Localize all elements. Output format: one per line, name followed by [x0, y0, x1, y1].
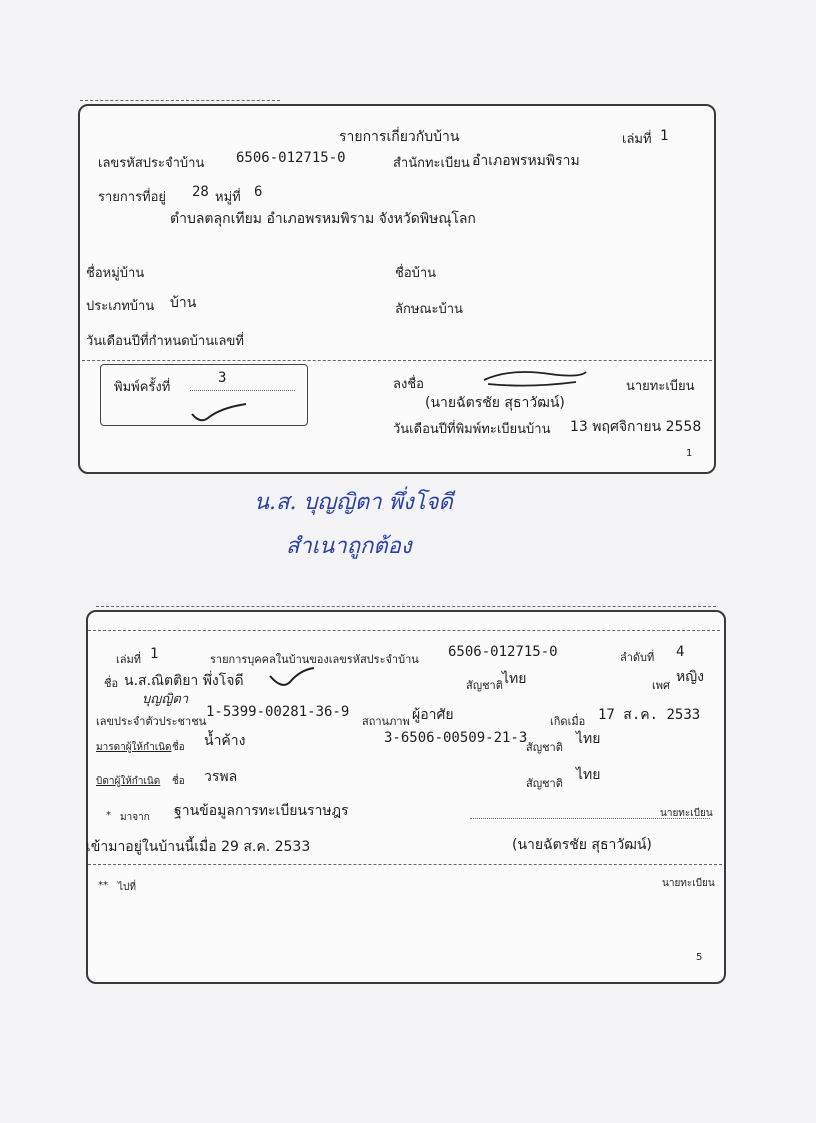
- card2-book-number: 1: [150, 646, 159, 662]
- mother-nationality-label: สัญชาติ: [526, 741, 563, 754]
- name-check-scribble: [268, 666, 318, 692]
- registrar-signature: [480, 366, 590, 390]
- print-date-value: 13 พฤศจิกายน 2558: [570, 419, 702, 435]
- id-number-label: เลขประจำตัวประชาชน: [96, 715, 207, 728]
- sex-label: เพศ: [652, 679, 670, 692]
- mother-nationality-value: ไทย: [576, 731, 601, 747]
- card2-divider: [88, 864, 722, 865]
- card1-divider: [82, 360, 712, 361]
- registrar-title: นายทะเบียน: [626, 379, 695, 394]
- sign-label: ลงชื่อ: [393, 377, 424, 392]
- father-nationality-label: สัญชาติ: [526, 777, 563, 790]
- print-count-value: 3: [218, 370, 227, 386]
- house-code-value: 6506-012715-0: [236, 150, 346, 166]
- birth-date-value: 17 ส.ค. 2533: [598, 707, 701, 723]
- to-label: ไปที่: [118, 882, 136, 893]
- registry-office-label: สำนักทะเบียน: [393, 156, 470, 171]
- birth-label: เกิดเมื่อ: [550, 715, 586, 728]
- house-number-date-label: วันเดือนปีที่กำหนดบ้านเลขที่: [86, 334, 244, 349]
- print-count-dotline: [190, 390, 295, 391]
- order-label: ลำดับที่: [620, 651, 655, 664]
- sex-value: หญิง: [676, 669, 704, 685]
- id-number-value: 1-5399-00281-36-9: [206, 704, 350, 720]
- handwritten-certified-copy: สำเนาถูกต้อง: [286, 534, 412, 559]
- check-mark-scribble: [190, 400, 250, 430]
- top-torn-edge: [80, 100, 280, 101]
- status-value: ผู้อาศัย: [412, 707, 454, 723]
- card2-book-label: เล่มที่: [116, 653, 142, 666]
- house-code-label: เลขรหัสประจำบ้าน: [98, 156, 205, 171]
- book-label: เล่มที่: [622, 132, 652, 147]
- to-mark: **: [98, 880, 108, 891]
- handwritten-name: น.ส. บุญญิตา พึ่งโจดี: [254, 490, 453, 515]
- mother-label: มารดาผู้ให้กำเนิด: [96, 742, 172, 753]
- nationality-value: ไทย: [502, 671, 527, 687]
- registrar-sign-line: [470, 818, 710, 819]
- from-value: ฐานข้อมูลการทะเบียนราษฎร: [174, 803, 349, 819]
- house-character-label: ลักษณะบ้าน: [395, 302, 463, 317]
- card2-registrar-name: (นายฉัตรชัย สุธาวัฒน์): [512, 837, 652, 853]
- print-count-label: พิมพ์ครั้งที่: [114, 380, 171, 395]
- house-info-title: รายการเกี่ยวกับบ้าน: [339, 129, 460, 145]
- card1-page-number: 1: [686, 448, 693, 459]
- move-in-date: เข้ามาอยู่ในบ้านนี้เมื่อ 29 ส.ค. 2533: [86, 839, 311, 855]
- house-number: 28: [192, 184, 209, 200]
- father-name-value: วรพล: [204, 769, 238, 785]
- address-line: ตำบลตลุกเทียม อำเภอพรหมพิราม จังหวัดพิษณุโลก: [170, 211, 476, 227]
- mother-id-value: 3-6506-00509-21-3: [384, 730, 528, 746]
- registry-office-value: อำเภอพรหมพิราม: [472, 153, 580, 169]
- mother-name-value: น้ำค้าง: [204, 733, 246, 749]
- address-label: รายการที่อยู่: [98, 190, 167, 205]
- card2-top-edge: [96, 606, 716, 607]
- village-name-label: ชื่อหมู่บ้าน: [86, 266, 145, 281]
- order-number: 4: [676, 644, 685, 660]
- book-number: 1: [660, 128, 669, 144]
- status-label: สถานภาพ: [362, 715, 410, 728]
- father-nationality-value: ไทย: [576, 767, 601, 783]
- father-name-label: ชื่อ: [172, 776, 185, 787]
- card2-header-line: [88, 630, 720, 631]
- house-name-label: ชื่อบ้าน: [395, 266, 437, 281]
- card2-house-code: 6506-012715-0: [448, 644, 558, 660]
- handwritten-first-name: บุญญิตา: [142, 692, 189, 707]
- father-label: บิดาผู้ให้กำเนิด: [96, 776, 161, 787]
- person-name: น.ส.ณิตติยา พึ่งโจดี: [124, 673, 244, 689]
- person-section-title: รายการบุคคลในบ้านของเลขรหัสประจำบ้าน: [210, 653, 419, 666]
- from-label: มาจาก: [120, 812, 150, 823]
- card2-registrar-title-2: นายทะเบียน: [662, 878, 715, 889]
- mother-name-label: ชื่อ: [172, 742, 185, 753]
- from-mark: *: [106, 810, 111, 821]
- card2-registrar-title: นายทะเบียน: [660, 808, 713, 819]
- house-type-value: บ้าน: [170, 295, 197, 311]
- card2-page-number: 5: [696, 952, 703, 963]
- print-date-label: วันเดือนปีที่พิมพ์ทะเบียนบ้าน: [393, 422, 551, 437]
- moo-label: หมู่ที่: [215, 190, 241, 205]
- nationality-label: สัญชาติ: [466, 679, 503, 692]
- name-label: ชื่อ: [104, 677, 119, 690]
- registrar-name: (นายฉัตรชัย สุธาวัฒน์): [425, 395, 565, 411]
- moo-number: 6: [254, 184, 263, 200]
- house-type-label: ประเภทบ้าน: [86, 299, 155, 314]
